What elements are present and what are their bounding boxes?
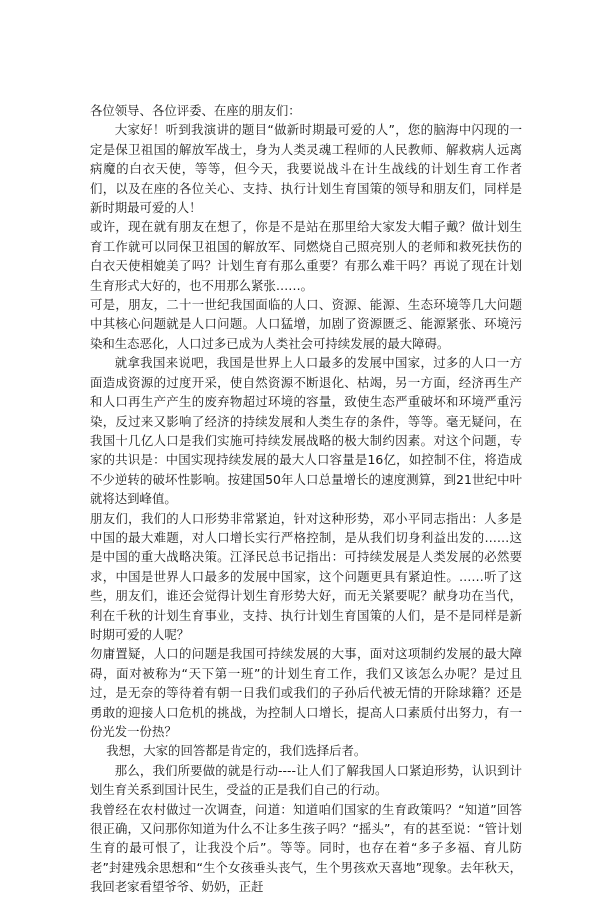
paragraph-2: 或许，现在就有朋友在想了，你是不是站在那里给大家发大帽子戴？做计划生育工作就可以同保卫祖国的解放军、同燃烧自己照亮别人的老师和救死扶伤的白衣天使相媲美了吗？计划生育有那么重要？有那么难干吗？再说了现在计划生育形式大好的，也不用那么紧张……。	[90, 219, 522, 293]
paragraph-9: 我曾经在农村做过一次调查，问道：知道咱们国家的生育政策吗？“知道”回答很正确，又问那你知道为什么不让多生孩子吗？“摇头”，有的甚至说：“管计划生育的最可恨了，让我没个后”。等等。同时，也存在着“多子多福、育儿防老”封建残余思想和“生个女孩垂头丧气，生个男孩欢天喜地”现象。去年秋天，我回老家看望爷爷、奶奶，正赶	[90, 801, 522, 895]
paragraph-1: 大家好！听到我演讲的题目“做新时期最可爱的人”，您的脑海中闪现的一定是保卫祖国的解放军战士，身为人类灵魂工程师的人民教师、解救病人远离病魔的白衣天使，等等，但今天，我要说战斗在计生战线的计划生育工作者们，以及在座的各位关心、支持、执行计划生育国策的领导和朋友们，同样是新时期最可爱的人！	[90, 122, 522, 216]
paragraph-7: 我想，大家的回答都是肯定的，我们选择后者。	[106, 743, 367, 759]
paragraph-8: 那么，我们所要做的就是行动----让人们了解我国人口紧迫形势，认识到计划生育关系到国计民生，受益的正是我们自己的行动。	[90, 762, 522, 798]
speech-text	[90, 101, 522, 897]
paragraph-4: 就拿我国来说吧，我国是世界上人口最多的发展中国家，过多的人口一方面造成资源的过度开采，使自然资源不断退化、枯竭，另一方面，经济再生产和人口再生产产生的废弃物超过环境的容量，致使生态严重破坏和环境严重污染，反过来又影响了经济的持续发展和人类生存的条件，等等。毫无疑问，在我国十几亿人口是我们实施可持续发展战略的极大制约因素。对这个问题，专家的共识是：中国实现持续发展的最大人口容量是16亿，如控制不住，将造成不少逆转的破坏性影响。按建国50年人口总量增长的速度测算，到21世纪中叶就将达到峰值。	[90, 355, 522, 507]
greeting-line: 各位领导、各位评委、在座的朋友们：	[90, 103, 301, 118]
paragraph-6: 勿庸置疑，人口的问题是我国可持续发展的大事，面对这项制约发展的最大障碍，面对被称为“天下第一班”的计划生育工作，我们又该怎么办呢？是过且过，是无奈的等待着有朝一日我们或我们的子孙后代被无情的开除球籍？还是勇敢的迎接人口危机的挑战，为控制人口增长，提高人口素质付出努力，有一份光发一份热？	[90, 646, 522, 739]
paragraph-5: 朋友们，我们的人口形势非常紧迫，针对这种形势，邓小平同志指出：人多是中国的最大难题，对人口增长实行严格控制，是从我们切身利益出发的……这是中国的重大战略决策。江泽民总书记指出：可持续发展是人类发展的必然要求，中国是世界人口最多的发展中国家，这个问题更具有紧迫性。……听了这些，朋友们，谁还会觉得计划生育形势大好，而无关紧要呢？献身功在当代，利在千秋的计划生育事业，支持、执行计划生育国策的人们，是不是同样是新时期可爱的人呢？	[90, 510, 522, 642]
paragraph-3: 可是，朋友，二十一世纪我国面临的人口、资源、能源、生态环境等几大问题中其核心问题就是人口问题。人口猛增，加剧了资源匮乏、能源紧张、环境污染和生态恶化，人口过多已成为人类社会可持续发展的最大障碍。	[90, 297, 522, 351]
